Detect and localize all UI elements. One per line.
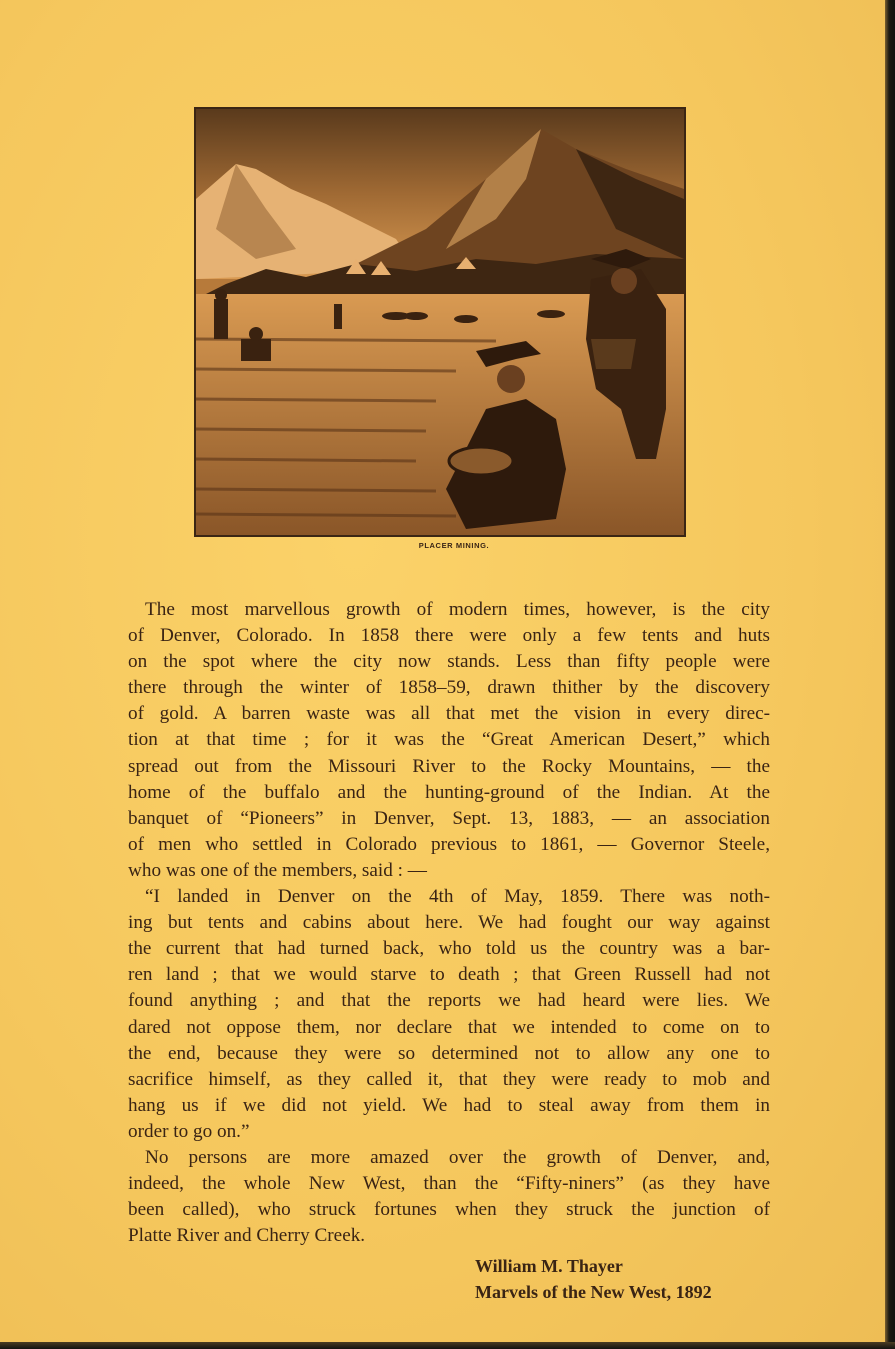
attribution-source: Marvels of the New West, 1892	[475, 1282, 712, 1302]
illustration-caption: PLACER MINING.	[418, 541, 490, 550]
text-line: hang us if we did not yield. We had to steal away from them in	[128, 1094, 770, 1116]
text-line: found anything ; and that the reports we had heard were lies. We	[128, 990, 770, 1012]
text-line: ren land ; that we would starve to death ; that Green Russell had not	[128, 964, 770, 986]
paragraph-3	[128, 1145, 770, 1249]
placer-mining-illustration	[194, 107, 686, 537]
text-line: of gold. A barren waste was all that met the vision in every direc-	[128, 703, 770, 725]
text-line: order to go on.”	[128, 1120, 250, 1142]
paragraph-2-quote	[128, 884, 770, 1145]
text-line: on the spot where the city now stands. Less than fifty people were	[128, 651, 770, 673]
text-line: home of the buffalo and the hunting-ground of the Indian. At the	[128, 781, 770, 803]
page-bottom-shadow	[0, 1342, 895, 1349]
text-line: of Denver, Colorado. In 1858 there were only a few tents and huts	[128, 625, 770, 647]
text-line: been called), who struck fortunes when they struck the junction of	[128, 1199, 770, 1221]
text-line: of men who settled in Colorado previous to 1861, — Governor Steele,	[128, 833, 770, 855]
attribution	[475, 1253, 712, 1305]
text-line: sacrifice himself, as they called it, that they were ready to mob and	[128, 1068, 770, 1090]
text-line: the end, because they were so determined not to allow any one to	[128, 1042, 770, 1064]
text-line: The most marvellous growth of modern times, however, is the city	[145, 599, 770, 620]
text-line: who was one of the members, said : —	[128, 859, 427, 881]
text-line: “I landed in Denver on the 4th of May, 1859. There was noth-	[145, 886, 770, 908]
text-line: there through the winter of 1858–59, drawn thither by the discovery	[128, 677, 770, 699]
attribution-author: William M. Thayer	[475, 1256, 623, 1276]
text-line: spread out from the Missouri River to the Rocky Mountains, — the	[128, 755, 770, 777]
text-line: dared not oppose them, nor declare that we intended to come on to	[128, 1016, 770, 1038]
text-line: banquet of “Pioneers” in Denver, Sept. 13, 1883, — an association	[128, 807, 770, 829]
text-line: Platte River and Cherry Creek.	[128, 1225, 366, 1247]
engraving-image	[196, 109, 684, 535]
text-line: indeed, the whole New West, than the “Fifty-niners” (as they have	[128, 1173, 770, 1195]
paragraph-1	[128, 597, 770, 884]
text-line: tion at that time ; for it was the “Great American Desert,” which	[128, 729, 770, 751]
text-line: No persons are more amazed over the growth of Denver, and,	[145, 1146, 770, 1168]
page-edge-shadow	[885, 0, 895, 1349]
text-line: the current that had turned back, who told us the country was a bar-	[128, 938, 770, 960]
text-line: ing but tents and cabins about here. We had fought our way against	[128, 912, 770, 934]
body-text	[128, 597, 770, 1249]
